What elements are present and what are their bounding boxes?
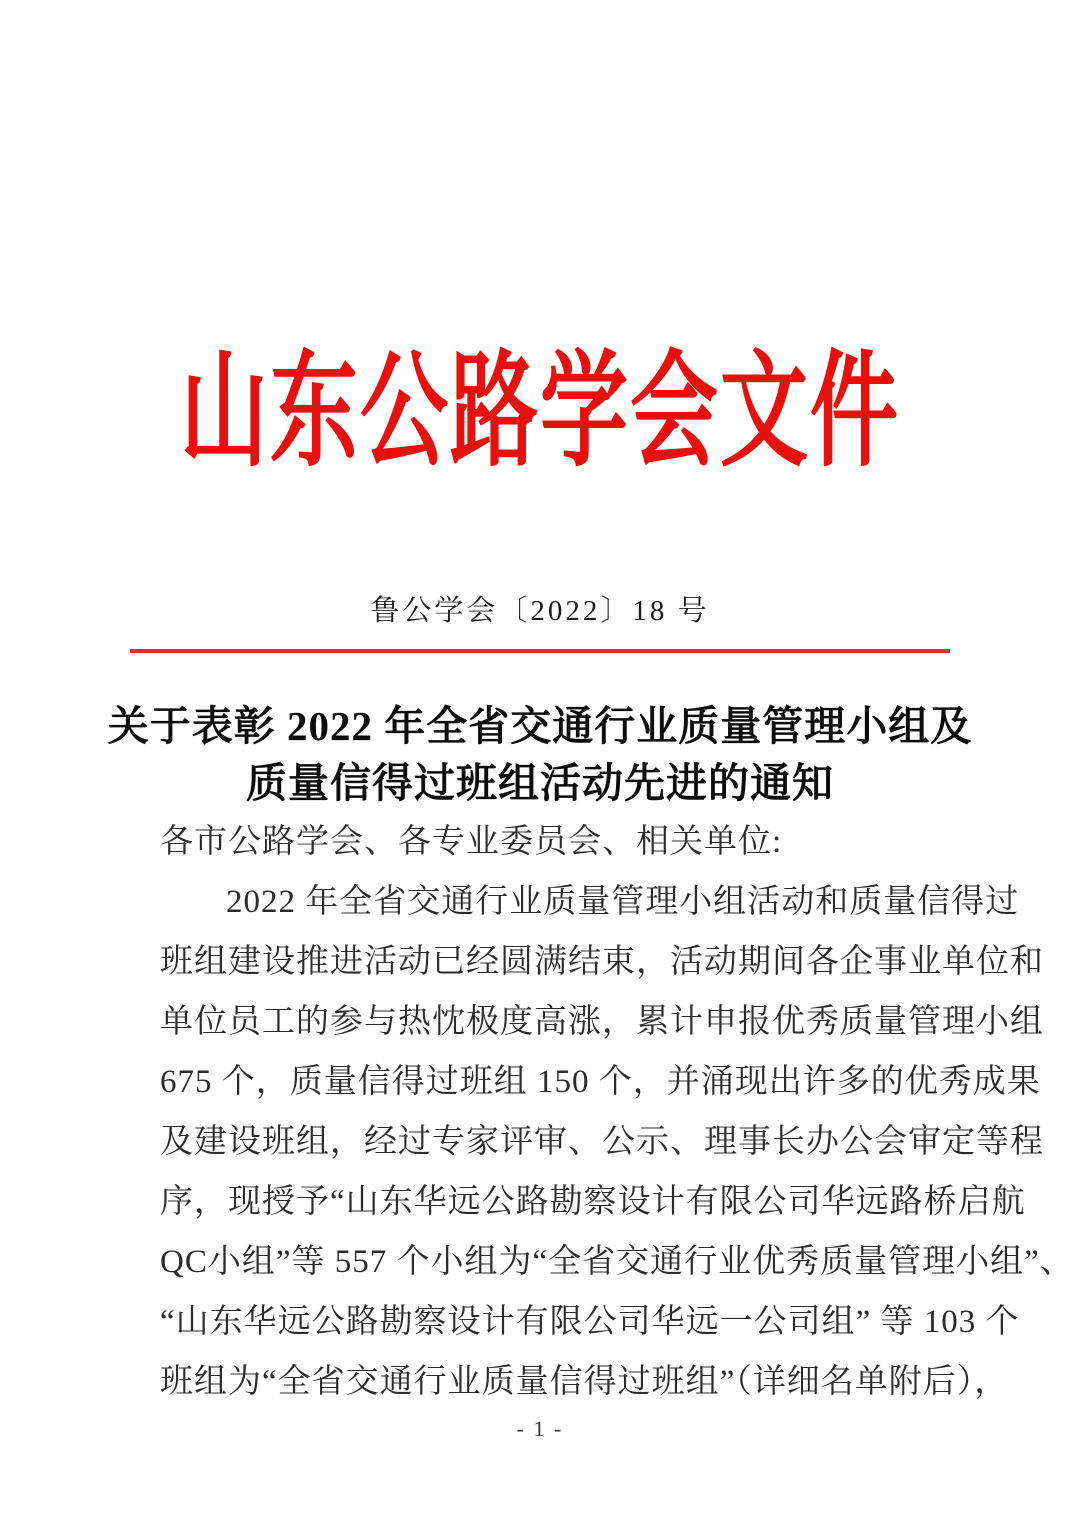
- body-line: 675 个，质量信得过班组 150 个，并涌现出许多的优秀成果: [160, 1064, 1041, 1100]
- body-paragraph: [160, 872, 1074, 1412]
- page-number: - 1 -: [516, 1416, 564, 1441]
- notice-title-line-1: 关于表彰 2022 年全省交通行业质量管理小组及: [107, 703, 973, 749]
- body-line: 单位员工的参与热忱极度高涨，累计申报优秀质量管理小组: [160, 1004, 1044, 1040]
- document-number: 鲁公学会〔2022〕18 号: [370, 595, 710, 627]
- letterhead-title: 山东公路学会文件: [179, 344, 900, 483]
- notice-title-line-2: 质量信得过班组活动先进的通知: [246, 760, 834, 806]
- body-line: 2022 年全省交通行业质量管理小组活动和质量信得过: [226, 884, 1020, 920]
- body-line: “山东华远公路勘察设计有限公司华远一公司组” 等 103 个: [160, 1304, 1020, 1340]
- salutation-line: 各市公路学会、各专业委员会、相关单位:: [160, 824, 783, 860]
- body-line: 及建设班组，经过专家评审、公示、理事长办公会审定等程: [160, 1124, 1044, 1160]
- body-line: 班组为“全省交通行业质量信得过班组”（详细名单附后），: [160, 1364, 1009, 1400]
- red-divider-rule: [130, 649, 950, 653]
- document-body: [160, 812, 1074, 1412]
- body-line: 序，现授予“山东华远公路勘察设计有限公司华远路桥启航: [160, 1184, 1026, 1220]
- body-line: QC小组”等 557 个小组为“全省交通行业优秀质量管理小组”、: [160, 1244, 1074, 1280]
- body-line: 班组建设推进活动已经圆满结束，活动期间各企事业单位和: [160, 944, 1044, 980]
- notice-title: [0, 698, 1080, 812]
